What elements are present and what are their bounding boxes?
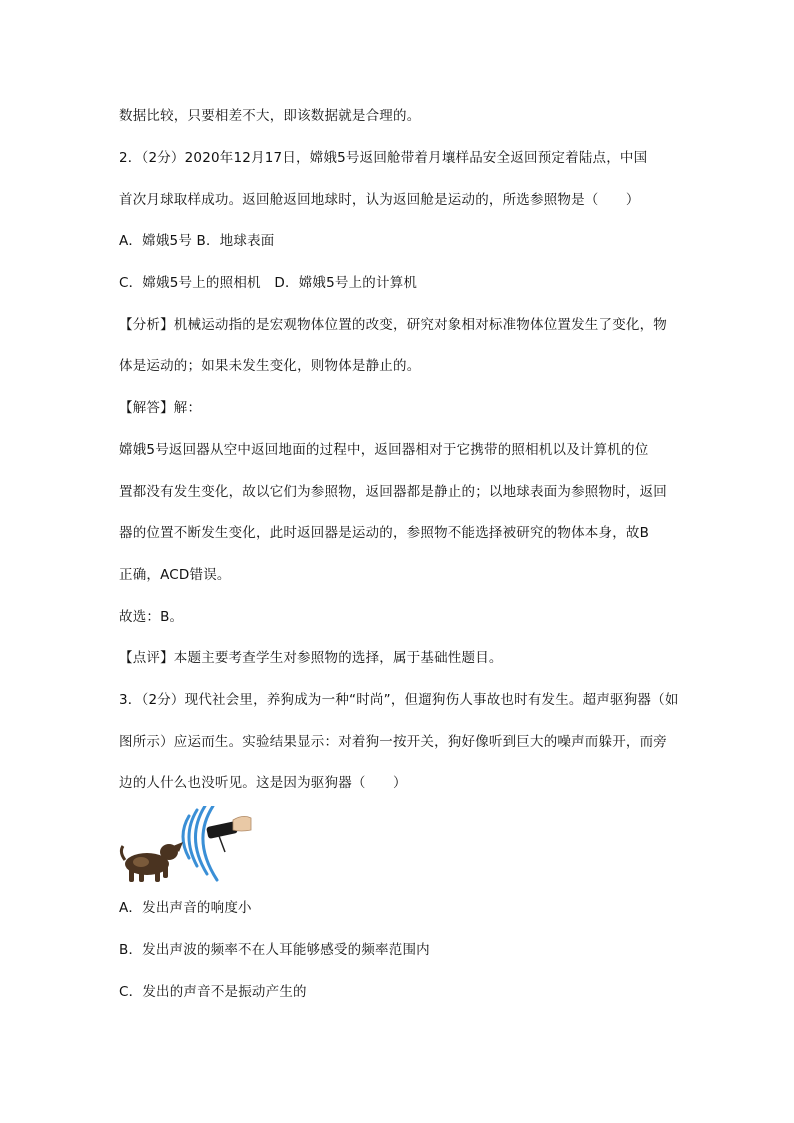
- dog-repeller-illustration: [119, 806, 254, 886]
- analysis-text-cont: 体是运动的；如果未发生变化，则物体是静止的。: [119, 358, 421, 374]
- solution-text: 嫦娥5号返回器从空中返回地面的过程中，返回器相对于它携带的照相机以及计算机的位: [119, 442, 649, 458]
- solution-text: 正确，ACD错误。: [119, 567, 231, 583]
- sound-wave-icon: [183, 806, 217, 880]
- question-2-options-cd: C．嫦娥5号上的照相机 D．嫦娥5号上的计算机: [119, 275, 418, 291]
- solution-text: 器的位置不断发生变化，此时返回器是运动的，参照物不能选择被研究的物体本身，故B: [119, 525, 650, 541]
- question-3-option-a: A．发出声音的响度小: [119, 900, 252, 916]
- device-icon: [206, 816, 251, 852]
- dog-icon: [121, 842, 183, 882]
- answer-text: 故选：B。: [119, 609, 184, 625]
- solution-text: 置都没有发生变化，故以它们为参照物，返回器都是静止的；以地球表面为参照物时，返回: [119, 484, 667, 500]
- question-3-option-c: C．发出的声音不是振动产生的: [119, 984, 307, 1000]
- question-3-option-b: B．发出声波的频率不在人耳能够感受的频率范围内: [119, 942, 430, 958]
- text-line: 数据比较，只要相差不大，即该数据就是合理的。: [119, 108, 421, 124]
- question-3-stem-cont: 图所示）应运而生。实验结果显示：对着狗一按开关，狗好像听到巨大的噪声而躲开，而旁: [119, 734, 667, 750]
- question-3-stem: 3．（2分）现代社会里，养狗成为一种“时尚”，但遛狗伤人事故也时有发生。超声驱狗器（如: [119, 692, 679, 708]
- solution-heading: 【解答】解：: [119, 400, 202, 416]
- question-2-options-ab: A．嫦娥5号 B．地球表面: [119, 233, 275, 249]
- question-2-stem: 2．（2分）2020年12月17日，嫦娥5号返回舱带着月壤样品安全返回预定着陆点，中国: [119, 150, 648, 166]
- question-3-stem-cont: 边的人什么也没听见。这是因为驱狗器（ ）: [119, 775, 407, 791]
- comment-text: 【点评】本题主要考查学生对参照物的选择，属于基础性题目。: [119, 650, 503, 666]
- analysis-text: 【分析】机械运动指的是宏观物体位置的改变，研究对象相对标准物体位置发生了变化，物: [119, 317, 667, 333]
- question-2-stem-cont: 首次月球取样成功。返回舱返回地球时，认为返回舱是运动的，所选参照物是（ ）: [119, 192, 640, 208]
